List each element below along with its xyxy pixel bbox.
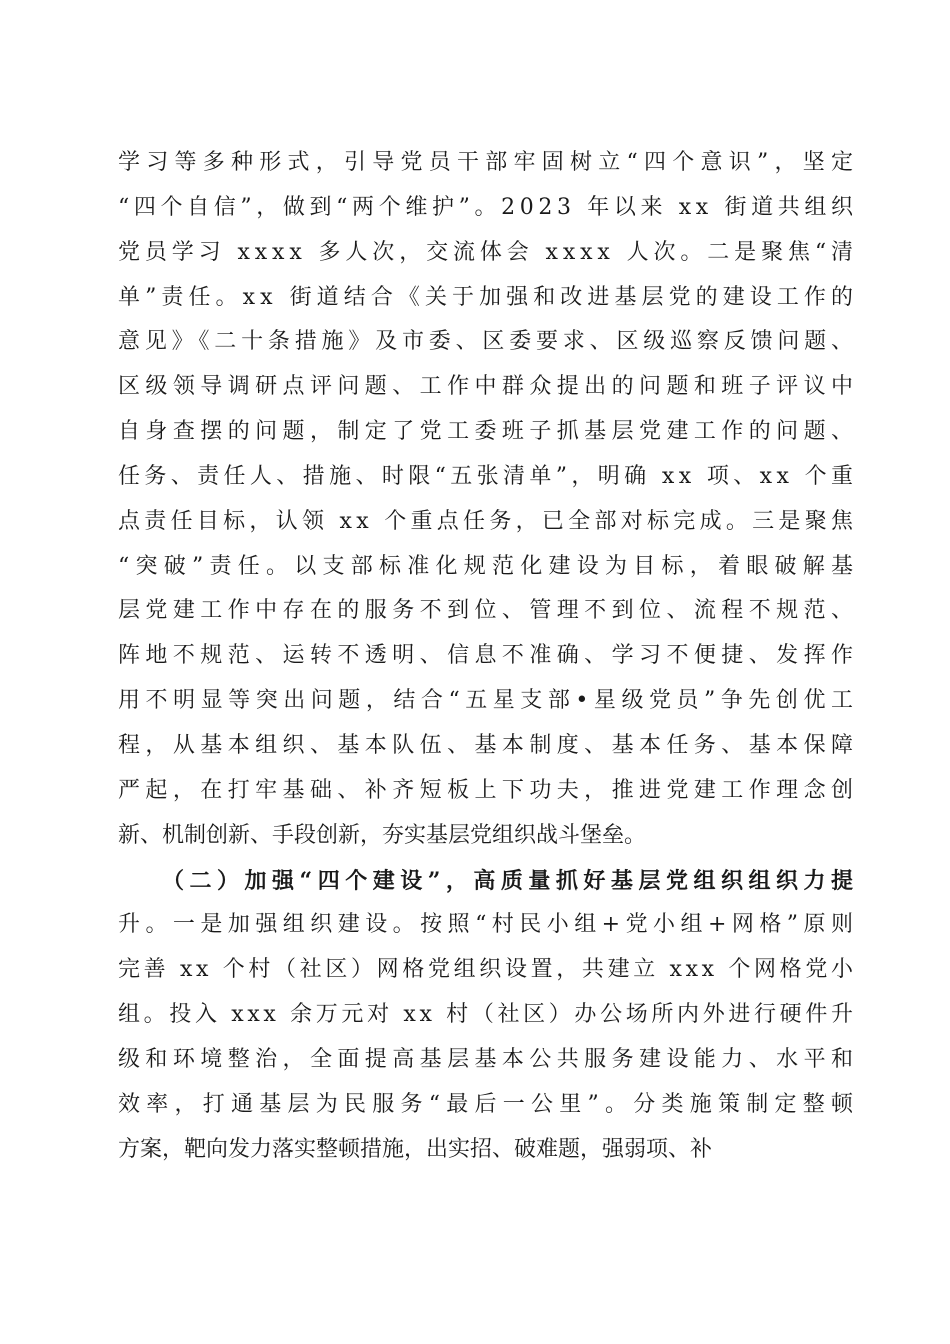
text-line: 组。投入 xxx 余万元对 xx 村（社区）办公场所内外进行硬件升	[118, 1002, 857, 1028]
text-line: 学习等多种形式，引导党员干部牢固树立“四个意识”，坚定	[118, 150, 860, 175]
text-line: “突破”责任。以支部标准化规范化建设为目标，着眼破解基	[118, 553, 860, 579]
text-line: 严起，在打牢基础、补齐短板上下功夫，推进党建工作理念创	[118, 777, 859, 803]
text-line: 单”责任。xx 街道结合《关于加强和改进基层党的建设工作的	[118, 284, 859, 310]
text-line: 意见》《二十条措施》及市委、区委要求、区级巡察反馈问题、	[118, 329, 858, 355]
text-line: 任务、责任人、措施、时限“五张清单”，明确 xx 项、xx 个重	[118, 463, 858, 489]
text-line: 用不明显等突出问题，结合“五星支部•星级党员”争先创优工	[118, 688, 859, 714]
text-line: 层党建工作中存在的服务不到位、管理不到位、流程不规范、	[118, 598, 859, 624]
text-line: 区级领导调研点评问题、工作中群众提出的问题和班子评议中	[118, 374, 859, 400]
text-line: 效率，打通基层为民服务“最后一公里”。分类施策制定整顿	[118, 1091, 860, 1117]
text-line: 点责任目标，认领 xx 个重点任务，已全部对标完成。三是聚焦	[118, 508, 858, 534]
text-line: “四个自信”，做到“两个维护”。2023 年以来 xx 街道共组织	[118, 194, 858, 220]
text-line: 方案，靶向发力落实整顿措施，出实招、破难题，强弱项、补	[118, 1136, 713, 1162]
text-line: 阵地不规范、运转不透明、信息不准确、学习不便捷、发挥作	[118, 643, 859, 669]
document-body	[118, 141, 860, 1172]
text-line: 级和环境整治，全面提高基层基本公共服务建设能力、水平和	[118, 1046, 859, 1072]
text-line: 程，从基本组织、基本队伍、基本制度、基本任务、基本保障	[118, 732, 859, 758]
text-line: 新、机制创新、手段创新，夯实基层党组织战斗堡垒。	[118, 822, 647, 848]
text-line: 党员学习 xxxx 多人次，交流体会 xxxx 人次。二是聚焦“清	[118, 239, 858, 265]
text-line: 升。一是加强组织建设。按照“村民小组+党小组+网格”原则	[118, 912, 859, 938]
text-line: 完善 xx 个村（社区）网格党组织设置，共建立 xxx 个网格党小	[118, 957, 857, 983]
text-line: 自身查摆的问题，制定了党工委班子抓基层党建工作的问题、	[118, 419, 859, 445]
section-heading-line: （二）加强“四个建设”，高质量抓好基层党组织组织力提	[162, 867, 859, 894]
